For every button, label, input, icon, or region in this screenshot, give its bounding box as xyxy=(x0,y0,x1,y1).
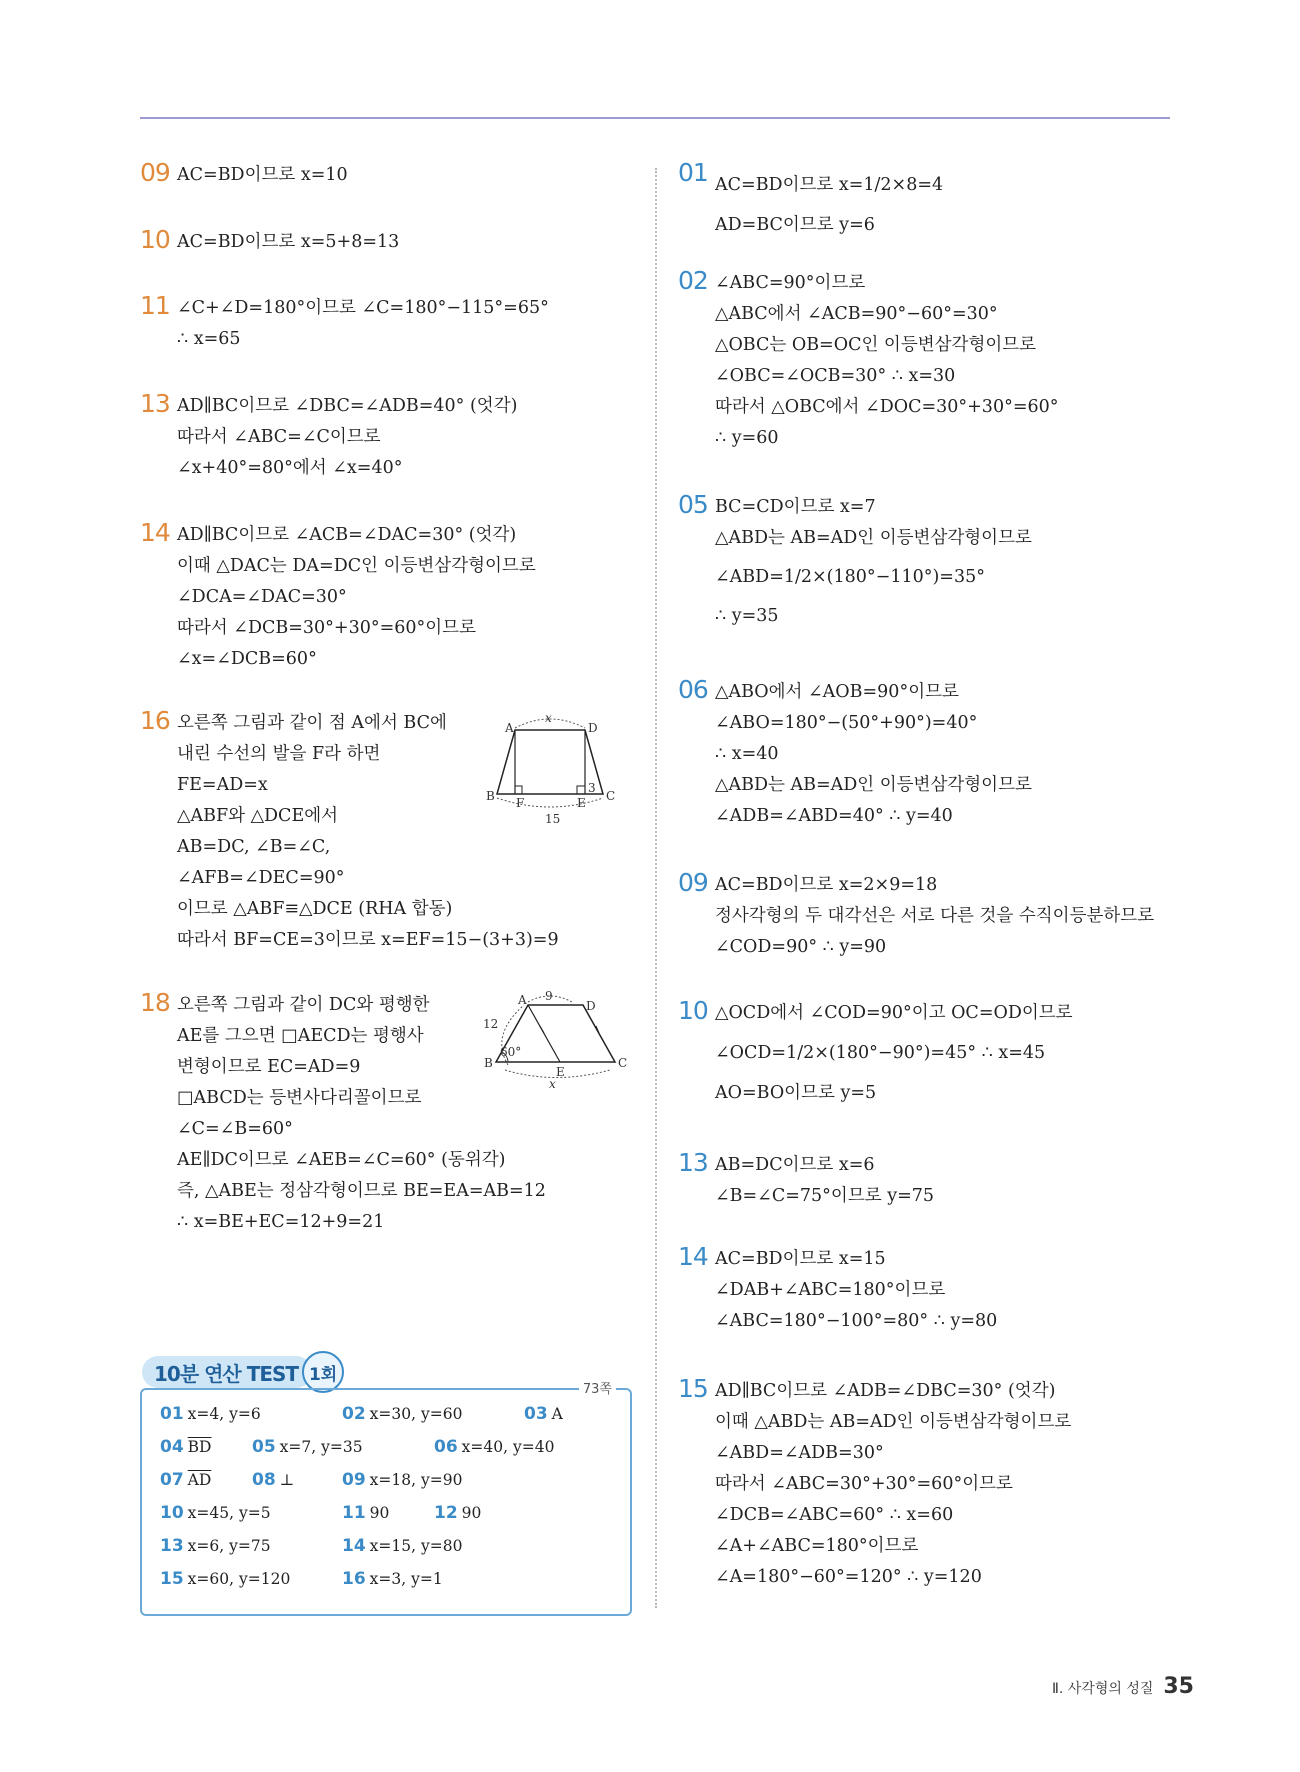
solution-line: ∠COD=90° ∴ y=90 xyxy=(715,937,887,957)
solution-line: 따라서 BF=CE=3이므로 x=EF=15−(3+3)=9 xyxy=(177,930,559,950)
vertex-E: E xyxy=(577,796,586,810)
trapezoid-diagram-16 xyxy=(485,708,625,828)
problem-09-right xyxy=(678,870,1198,998)
solution-line: ∴ y=60 xyxy=(715,428,779,448)
problem-06-right xyxy=(678,677,1198,870)
test-round-badge: 1회 xyxy=(302,1351,344,1393)
solution-line: 이므로 △ABF≡△DCE (RHA 합동) xyxy=(177,899,453,919)
problem-number: 09 xyxy=(678,868,708,897)
solution-line: △ABC에서 ∠ACB=90°−60°=30° xyxy=(715,304,998,324)
solution-line: AE∥DC이므로 ∠AEB=∠C=60° (동위각) xyxy=(177,1150,506,1170)
answer-item: 13 x=6, y=75 xyxy=(160,1536,271,1556)
solution-line: AC=BD이므로 x=15 xyxy=(715,1249,886,1269)
vertex-E: E xyxy=(556,1065,565,1079)
answer-item: 12 90 xyxy=(434,1503,482,1523)
answer-item: 16 x=3, y=1 xyxy=(342,1569,443,1589)
problem-15-right xyxy=(678,1376,1198,1596)
problem-09-left xyxy=(140,160,640,227)
answer-item: 07 $\overline{AD}$ xyxy=(160,1470,212,1490)
solution-line: AO=BO이므로 y=5 xyxy=(715,1083,877,1103)
solution-line: ∠ABD=1/2×(180°−110°)=35° xyxy=(715,567,985,587)
solution-line: ∠C+∠D=180°이므로 ∠C=180°−115°=65° xyxy=(177,298,549,318)
solution-line: 따라서 ∠DCB=30°+30°=60°이므로 xyxy=(177,618,476,638)
solution-line: △ABF와 △DCE에서 xyxy=(177,806,339,826)
problem-10-right xyxy=(678,998,1198,1150)
problem-number: 14 xyxy=(678,1242,708,1271)
vertex-B: B xyxy=(484,1056,493,1070)
label-top: x xyxy=(545,711,552,725)
right-column xyxy=(678,160,1198,1596)
solution-line: AE를 그으면 □AECD는 평행사 xyxy=(177,1026,424,1046)
solution-line: AC=BD이므로 x=10 xyxy=(177,165,348,185)
solution-line: △OCD에서 ∠COD=90°이고 OC=OD이므로 xyxy=(715,1003,1073,1023)
problem-number: 16 xyxy=(140,706,170,735)
label-x: x xyxy=(549,1077,556,1091)
problem-number: 09 xyxy=(140,158,170,187)
solution-line: AD=BC이므로 y=6 xyxy=(715,215,875,235)
solution-line: 오른쪽 그림과 같이 DC와 평행한 xyxy=(177,995,430,1015)
problem-01-right xyxy=(678,160,1198,268)
solution-line: ∠OBC=∠OCB=30° ∴ x=30 xyxy=(715,366,956,386)
solution-line: ∠DAB+∠ABC=180°이므로 xyxy=(715,1280,946,1300)
solution-line: ∠ABO=180°−(50°+90°)=40° xyxy=(715,713,978,733)
solution-line: 따라서 ∠ABC=∠C이므로 xyxy=(177,427,381,447)
solution-line: ∠DCA=∠DAC=30° xyxy=(177,587,347,607)
problem-02-right xyxy=(678,268,1198,492)
trapezoid-diagram-18 xyxy=(480,990,630,1095)
problem-11-left xyxy=(140,293,640,391)
problem-05-right xyxy=(678,492,1198,677)
solution-line: AC=BD이므로 x=2×9=18 xyxy=(715,875,938,895)
vertex-B: B xyxy=(486,789,495,803)
answer-item: 02 x=30, y=60 xyxy=(342,1404,463,1424)
solution-line: △ABD는 AB=AD인 이등변삼각형이므로 xyxy=(715,528,1032,548)
test-title-label: 10분 연산 TEST xyxy=(142,1356,312,1388)
solution-line: AD∥BC이므로 ∠DBC=∠ADB=40° (엇각) xyxy=(177,396,518,416)
problem-number: 10 xyxy=(678,996,708,1025)
solution-line: 따라서 ∠ABC=30°+30°=60°이므로 xyxy=(715,1474,1013,1494)
answer-item: 04 $\overline{BD}$ xyxy=(160,1437,212,1457)
problem-number: 14 xyxy=(140,518,170,547)
answer-item: 15 x=60, y=120 xyxy=(160,1569,291,1589)
problem-number: 05 xyxy=(678,490,708,519)
problem-number: 13 xyxy=(678,1148,708,1177)
answer-item: 09 x=18, y=90 xyxy=(342,1470,463,1490)
answer-item: 03 A xyxy=(524,1404,563,1424)
solution-line: ∠DCB=∠ABC=60° ∴ x=60 xyxy=(715,1505,954,1525)
problem-number: 15 xyxy=(678,1374,708,1403)
solution-line: AD∥BC이므로 ∠ACB=∠DAC=30° (엇각) xyxy=(177,525,517,545)
label-15: 15 xyxy=(545,812,561,826)
solution-line: ∠B=∠C=75°이므로 y=75 xyxy=(715,1186,935,1206)
solution-line: ∠x=∠DCB=60° xyxy=(177,649,317,669)
solution-line: ∴ x=65 xyxy=(177,329,241,349)
solution-line: FE=AD=x xyxy=(177,775,268,795)
solution-line: ∴ x=BE+EC=12+9=21 xyxy=(177,1212,385,1232)
label-12: 12 xyxy=(483,1017,499,1031)
test-title xyxy=(142,1352,344,1392)
problem-number: 11 xyxy=(140,291,170,320)
angle-60: 60° xyxy=(500,1045,522,1059)
solution-line: △ABO에서 ∠AOB=90°이므로 xyxy=(715,682,959,702)
solution-line: 따라서 △OBC에서 ∠DOC=30°+30°=60° xyxy=(715,397,1059,417)
solution-line: ∠ABD=∠ADB=30° xyxy=(715,1443,884,1463)
answer-item: 06 x=40, y=40 xyxy=(434,1437,555,1457)
solution-line: 내린 수선의 발을 F라 하면 xyxy=(177,744,381,764)
top-rule xyxy=(140,117,1170,119)
answer-item: 05 x=7, y=35 xyxy=(252,1437,363,1457)
vertex-A: A xyxy=(518,993,527,1007)
problem-number: 18 xyxy=(140,988,170,1017)
solution-line: 이때 △ABD는 AB=AD인 이등변삼각형이므로 xyxy=(715,1412,1072,1432)
vertex-C: C xyxy=(618,1056,628,1070)
label-9: 9 xyxy=(545,990,553,1003)
problem-number: 01 xyxy=(678,158,708,187)
answer-item: 11 90 xyxy=(342,1503,390,1523)
solution-line: 오른쪽 그림과 같이 점 A에서 BC에 xyxy=(177,713,447,733)
page-footer xyxy=(1052,1674,1194,1699)
solution-line: 이때 △DAC는 DA=DC인 이등변삼각형이므로 xyxy=(177,556,536,576)
solution-line: AD∥BC이므로 ∠ADB=∠DBC=30° (엇각) xyxy=(715,1381,1056,1401)
solution-line: 변형이므로 EC=AD=9 xyxy=(177,1057,361,1077)
solution-line: AC=BD이므로 x=1/2×8=4 xyxy=(715,175,944,195)
solution-line: ∴ y=35 xyxy=(715,606,779,626)
problem-13-right xyxy=(678,1150,1198,1244)
solution-line: ∴ x=40 xyxy=(715,744,779,764)
vertex-D: D xyxy=(586,999,596,1013)
vertex-C: C xyxy=(606,789,616,803)
solution-line: BC=CD이므로 x=7 xyxy=(715,497,876,517)
problem-number: 13 xyxy=(140,389,170,418)
solution-line: ∠ADB=∠ABD=40° ∴ y=40 xyxy=(715,806,953,826)
vertex-D: D xyxy=(588,721,598,735)
problem-number: 10 xyxy=(140,225,170,254)
solution-line: AB=DC이므로 x=6 xyxy=(715,1155,875,1175)
problem-16-left xyxy=(140,708,640,990)
answer-item: 10 x=45, y=5 xyxy=(160,1503,271,1523)
solution-line: △ABD는 AB=AD인 이등변삼각형이므로 xyxy=(715,775,1032,795)
label-3: 3 xyxy=(588,781,596,795)
solution-line: ∠OCD=1/2×(180°−90°)=45° ∴ x=45 xyxy=(715,1043,1046,1063)
answer-item: 01 x=4, y=6 xyxy=(160,1404,261,1424)
page-number: 35 xyxy=(1163,1674,1194,1699)
solution-line: ∠AFB=∠DEC=90° xyxy=(177,868,345,888)
solution-line: ∠ABC=180°−100°=80° ∴ y=80 xyxy=(715,1311,998,1331)
problem-number: 06 xyxy=(678,675,708,704)
solution-line: △OBC는 OB=OC인 이등변삼각형이므로 xyxy=(715,335,1037,355)
column-divider xyxy=(655,168,657,1608)
section-title: Ⅱ. 사각형의 성질 xyxy=(1051,1681,1154,1697)
solution-line: ∠A=180°−60°=120° ∴ y=120 xyxy=(715,1567,982,1587)
problem-14-right xyxy=(678,1244,1198,1376)
problem-number: 02 xyxy=(678,266,708,295)
solution-line: 정사각형의 두 대각선은 서로 다른 것을 수직이등분하므로 xyxy=(715,906,1155,926)
problem-10-left xyxy=(140,227,640,293)
solution-line: ∠ABC=90°이므로 xyxy=(715,273,866,293)
vertex-F: F xyxy=(516,796,525,810)
vertex-A: A xyxy=(505,721,514,735)
problem-18-left xyxy=(140,990,640,1250)
solution-line: AB=DC, ∠B=∠C, xyxy=(177,837,331,857)
solution-line: ∠C=∠B=60° xyxy=(177,1119,293,1139)
solution-line: ∠A+∠ABC=180°이므로 xyxy=(715,1536,919,1556)
solution-line: AC=BD이므로 x=5+8=13 xyxy=(177,232,400,252)
answer-item: 14 x=15, y=80 xyxy=(342,1536,463,1556)
page-reference: 73쪽 xyxy=(579,1378,616,1397)
left-column xyxy=(140,160,640,1250)
problem-13-left xyxy=(140,391,640,520)
problem-14-left xyxy=(140,520,640,708)
test-answers-frame xyxy=(140,1382,632,1616)
solution-line: 즉, △ABE는 정삼각형이므로 BE=EA=AB=12 xyxy=(177,1181,546,1201)
solution-line: ∠x+40°=80°에서 ∠x=40° xyxy=(177,458,403,478)
solution-line: □ABCD는 등변사다리꼴이므로 xyxy=(177,1088,422,1108)
answer-item: 08 ⊥ xyxy=(252,1470,295,1490)
